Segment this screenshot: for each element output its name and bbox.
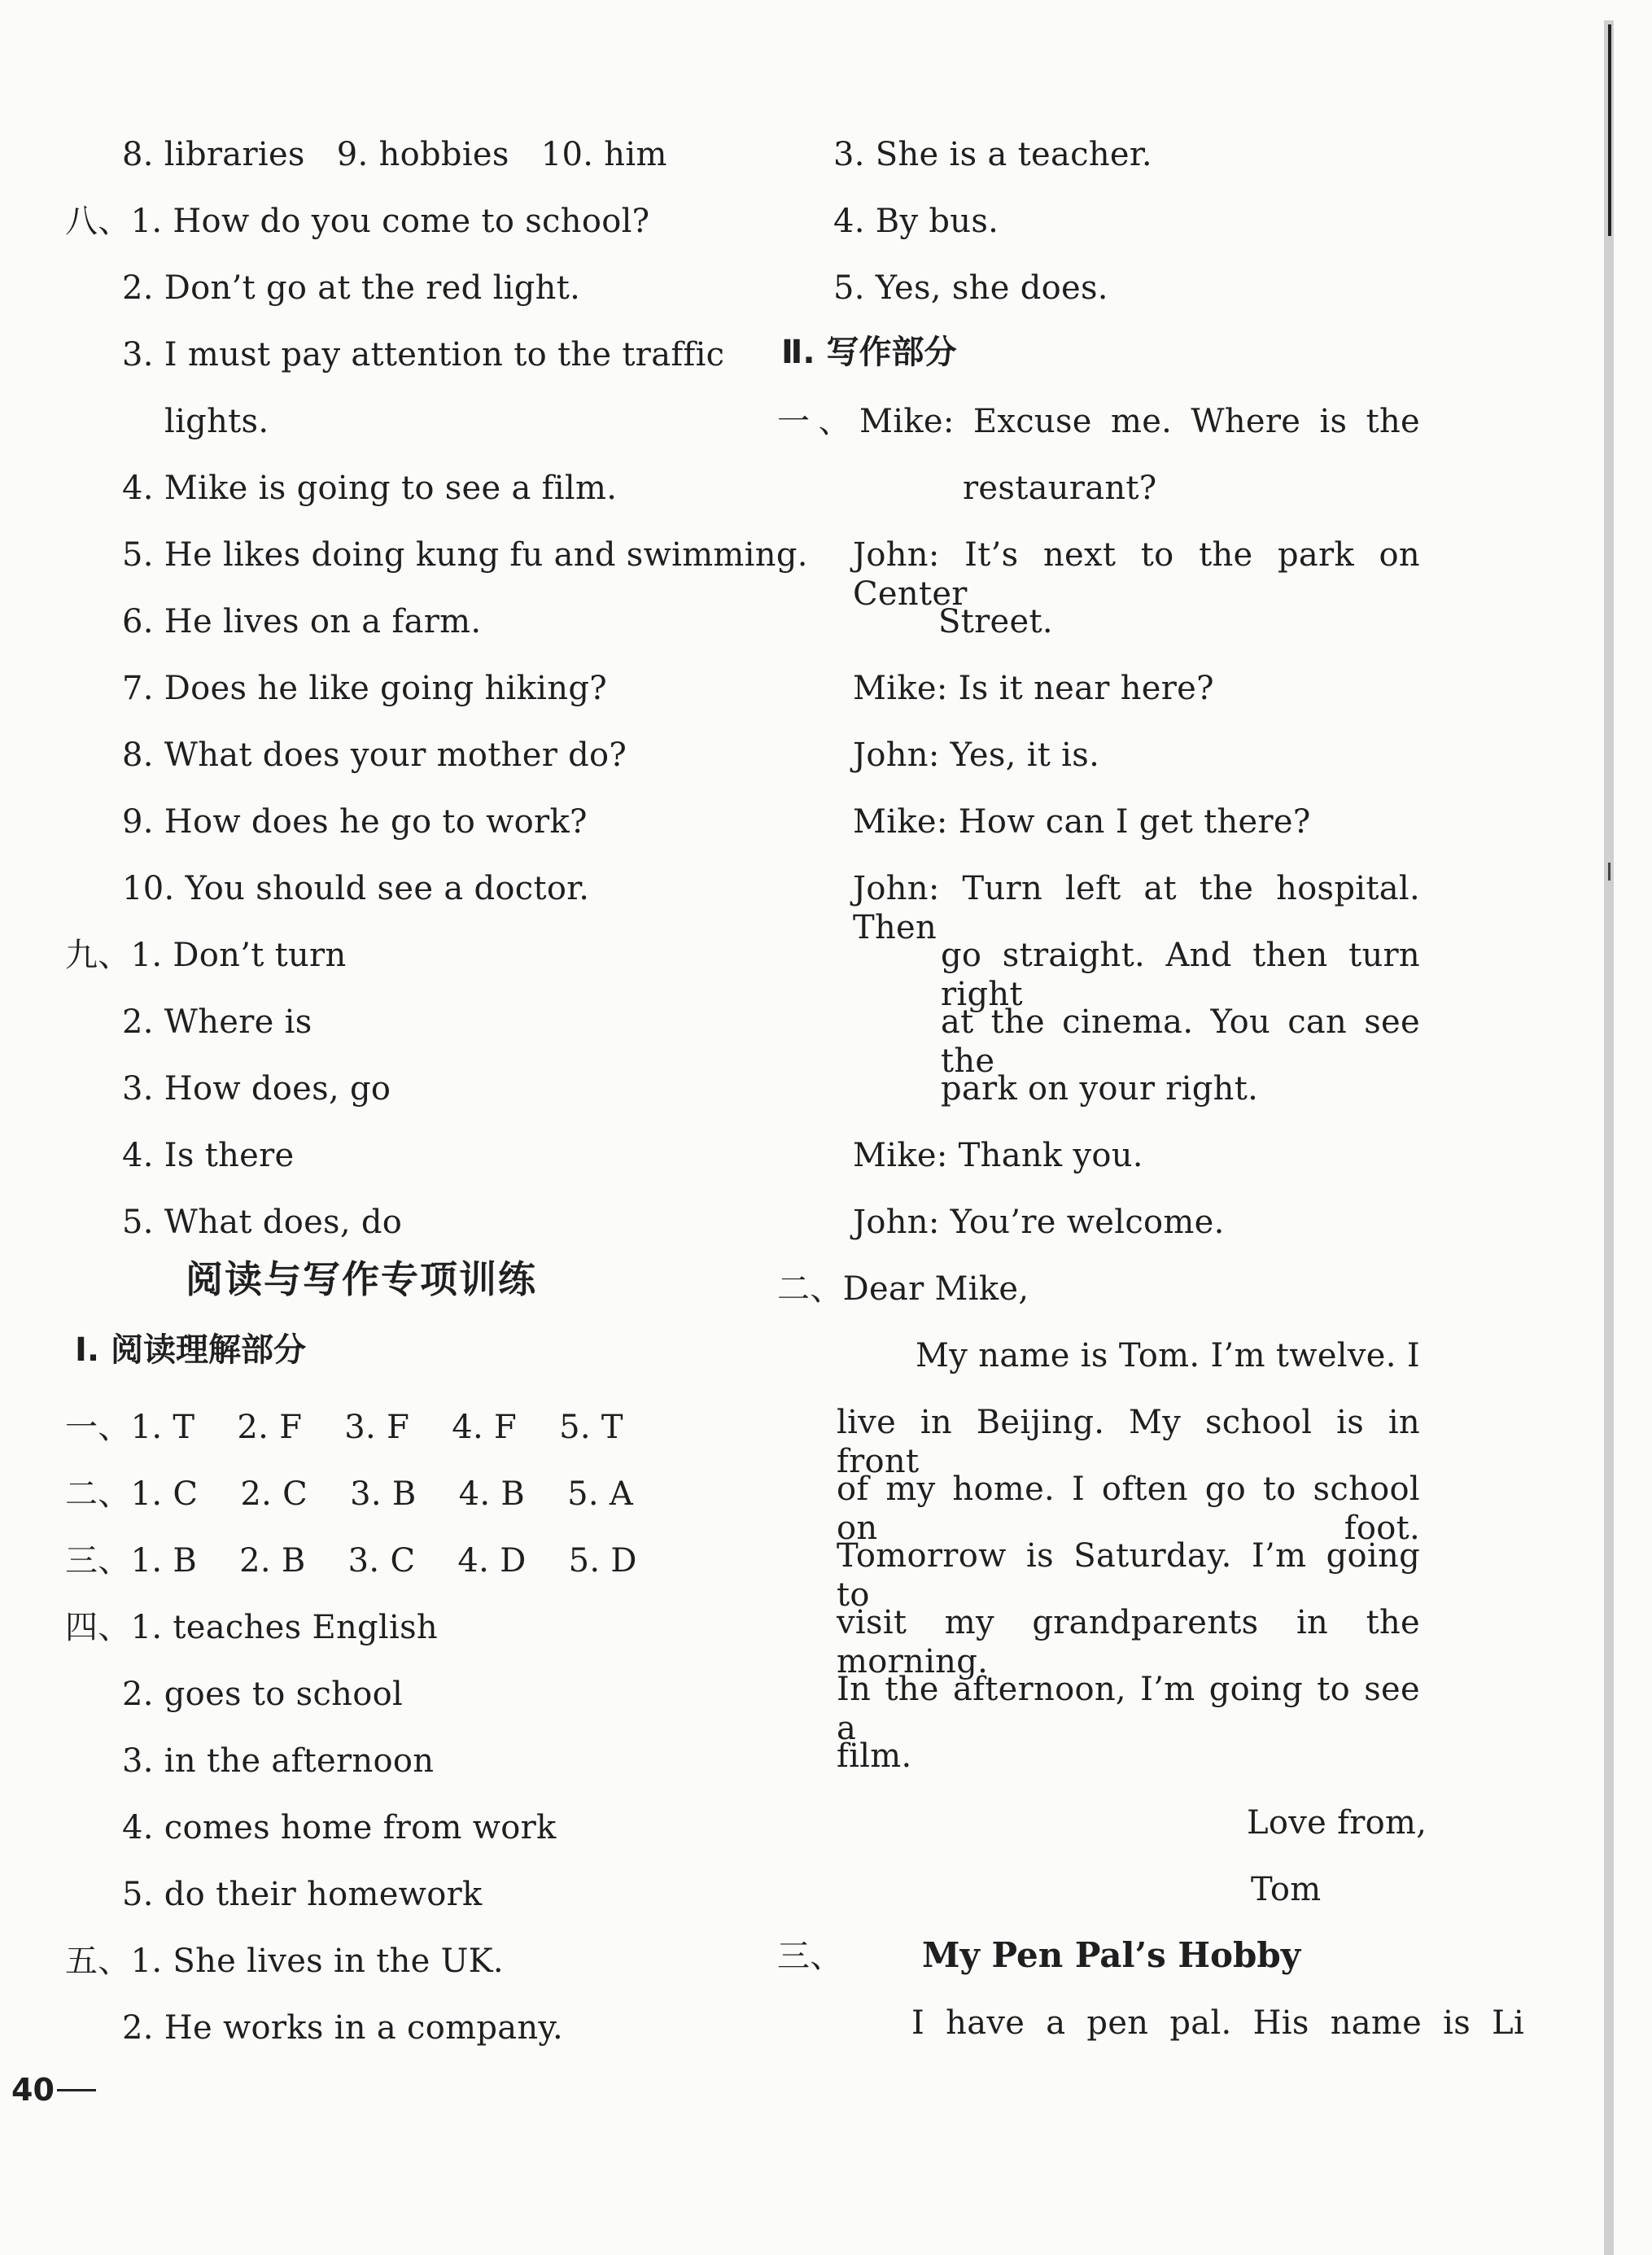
- page-number: 40: [11, 2072, 55, 2108]
- right-column-top-line: 3. She is a teacher.: [833, 136, 1152, 173]
- left-answers-line: 5. do their homework: [122, 1876, 483, 1913]
- left-column-line: 3. I must pay attention to the traffic: [122, 336, 725, 374]
- letter-line: Tom: [1251, 1871, 1322, 1908]
- left-answers-line: 二、1. C 2. C 3. B 4. B 5. A: [65, 1475, 634, 1513]
- left-answers-line: 一、1. T 2. F 3. F 4. F 5. T: [65, 1409, 623, 1446]
- letter-line: Love from,: [1247, 1804, 1427, 1842]
- dialogue-line: John: It’s next to the park on Center: [853, 536, 1420, 613]
- dialogue-line: Mike: How can I get there?: [853, 803, 1311, 841]
- dialogue-line: John: You’re welcome.: [853, 1204, 1225, 1241]
- left-column-line: 2. Don’t go at the red light.: [122, 269, 581, 307]
- letter-line: live in Beijing. My school is in front: [837, 1404, 1420, 1480]
- binding-mark-small: [1608, 863, 1610, 881]
- dialogue-line: Mike: Is it near here?: [853, 670, 1214, 707]
- right-column-top-line: 4. By bus.: [833, 203, 999, 240]
- dialogue-line: go straight. And then turn right: [941, 937, 1420, 1013]
- left-column-line: 2. Where is: [122, 1003, 312, 1041]
- essay-title: My Pen Pal’s Hobby: [922, 1935, 1301, 1975]
- left-answers-line: 2. goes to school: [122, 1676, 404, 1713]
- letter-line: film.: [837, 1737, 912, 1775]
- letter-line: My name is Tom. I’m twelve. I: [916, 1337, 1420, 1374]
- page-edge-shadow: [1604, 20, 1614, 2255]
- dialogue-line: park on your right.: [941, 1070, 1259, 1108]
- dialogue-line: John: Turn left at the hospital. Then: [853, 870, 1420, 946]
- dialogue-line: Street.: [938, 603, 1053, 640]
- left-column-line: 3. How does, go: [122, 1070, 391, 1108]
- section-heading: 阅读与写作专项训练: [186, 1257, 537, 1301]
- left-column-line: 5. He likes doing kung fu and swimming.: [122, 536, 808, 574]
- left-column-line: 4. Is there: [122, 1137, 295, 1174]
- left-answers-line: 三、1. B 2. B 3. C 4. D 5. D: [65, 1542, 637, 1580]
- letter-line: visit my grandparents in the morning.: [837, 1604, 1420, 1680]
- left-column-line: 7. Does he like going hiking?: [122, 670, 607, 707]
- dialogue-line: Mike: Thank you.: [853, 1137, 1143, 1174]
- binding-mark: [1608, 24, 1611, 236]
- left-column-line: 八、1. How do you come to school?: [65, 203, 650, 240]
- dialogue-line: 一、Mike: Excuse me. Where is the: [777, 403, 1420, 440]
- part-two-heading: Ⅱ. 写作部分: [781, 334, 957, 371]
- letter-line: of my home. I often go to school on foot.: [837, 1471, 1420, 1547]
- left-answers-line: 3. in the afternoon: [122, 1742, 435, 1780]
- left-column-line: 9. How does he go to work?: [122, 803, 588, 841]
- part-one-heading: Ⅰ. 阅读理解部分: [75, 1331, 307, 1369]
- dialogue-line: restaurant?: [963, 470, 1157, 507]
- left-column-line: 九、1. Don’t turn: [65, 937, 347, 974]
- right-column-top-line: 5. Yes, she does.: [833, 269, 1108, 307]
- page-number-dash: [57, 2089, 96, 2091]
- left-answers-line: 2. He works in a company.: [122, 2009, 564, 2047]
- essay-first-line: I have a pen pal. His name is Li: [911, 2004, 1525, 2042]
- left-answers-line: 4. comes home from work: [122, 1809, 557, 1846]
- essay-marker: 三、: [777, 1938, 843, 1975]
- left-column-line: 8. What does your mother do?: [122, 736, 627, 774]
- dialogue-line: John: Yes, it is.: [853, 736, 1100, 774]
- left-column-line: 6. He lives on a farm.: [122, 603, 482, 640]
- left-column-line: 5. What does, do: [122, 1204, 403, 1241]
- letter-line: In the afternoon, I’m going to see a: [837, 1671, 1420, 1747]
- left-column-line: lights.: [164, 403, 269, 440]
- letter-line: 二、Dear Mike,: [777, 1270, 1029, 1308]
- dialogue-line: at the cinema. You can see the: [941, 1003, 1420, 1080]
- left-answers-line: 四、1. teaches English: [65, 1609, 438, 1646]
- letter-line: Tomorrow is Saturday. I’m going to: [837, 1537, 1420, 1614]
- left-column-line: 10. You should see a doctor.: [122, 870, 590, 907]
- left-answers-line: 五、1. She lives in the UK.: [65, 1943, 504, 1980]
- left-column-line: 8. libraries 9. hobbies 10. him: [122, 136, 667, 173]
- left-column-line: 4. Mike is going to see a film.: [122, 470, 618, 507]
